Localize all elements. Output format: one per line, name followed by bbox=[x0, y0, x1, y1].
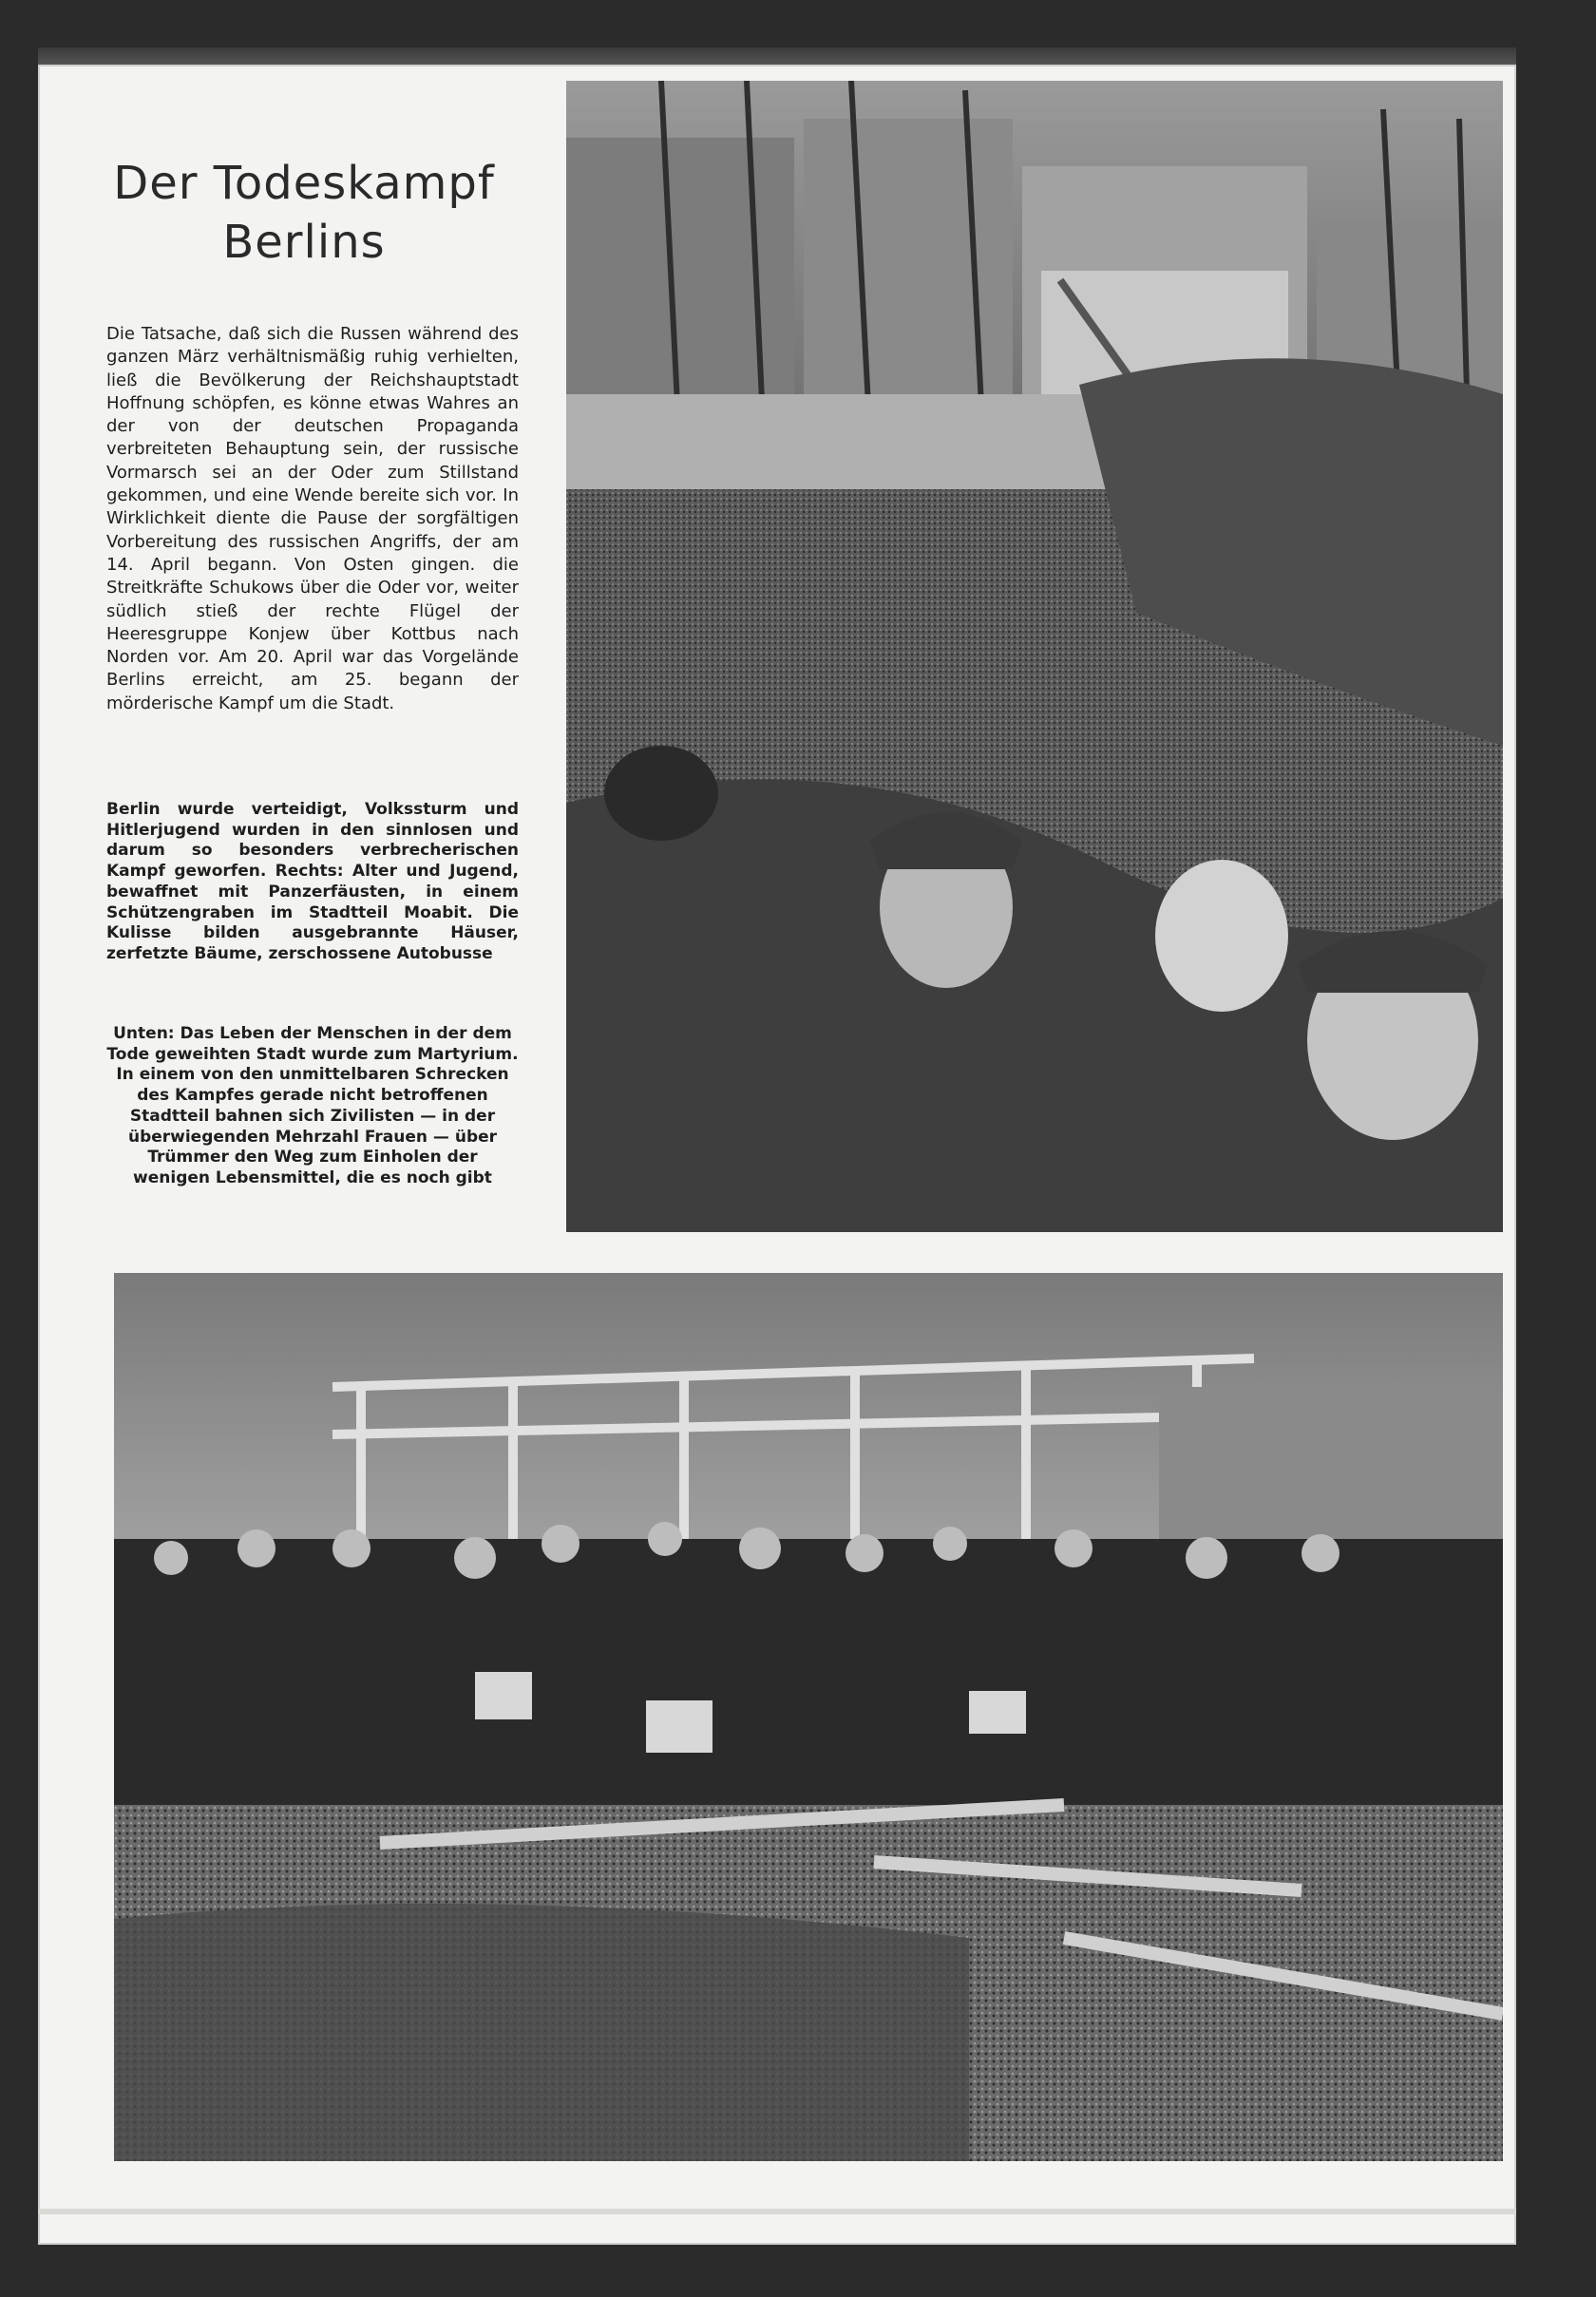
street-photo bbox=[114, 1273, 1503, 2161]
caption-street-photo: Unten: Das Leben der Menschen in der dem Tode geweihten Stadt wurde zum Martyrium. In einem von den unmittelbaren Schrecken des Kampfes gerade nicht betroffenen Stadtteil bahnen sich Zivilisten — in der überwiegenden Mehrzahl Frauen — über Trümmer den Weg zum Einholen der wenigen Lebensmittel, die es noch gibt bbox=[106, 1024, 519, 1187]
title-line-1: Der Todeskampf bbox=[113, 157, 495, 211]
sheet-bottom-edge bbox=[38, 2209, 1516, 2214]
title-line-2: Berlins bbox=[222, 216, 386, 270]
caption-trench-photo: Berlin wurde verteidigt, Volkssturm und Hitlerjugend wurden in den sinnlosen und darum so besonders verbrecherischen Kampf geworfen. Rechts: Alter und Jugend, bewaffnet mit Panzerfäusten, in einem Schützengraben im Stadtteil Moabit. Die Kulisse bilden ausgebrannte Häuser, zerfetzte Bäume, zerschossene Autobusse bbox=[106, 800, 519, 963]
article-body: Die Tatsache, daß sich die Russen während des ganzen März verhältnismäßig ruhig verhielten, ließ die Bevölkerung der Reichshauptstadt Hoffnung schöpfen, es könne etwas Wahres an der von der deutschen Propaganda verbreiteten Behauptung sein, der russische Vormarsch sei an der Oder zum Stillstand gekommen, und eine Wende bereite sich vor. In Wirklichkeit diente die Pause der sorgfältigen Vorbereitung des russischen Angriffs, der am 14. April begann. Von Osten gingen. die Streitkräfte Schukows über die Oder vor, weiter südlich stieß der rechte Flügel der Heeresgruppe Konjew über Kottbus nach Norden vor. Am 20. April war das Vorgelände Berlins erreicht, am 25. begann der mörderische Kampf um die Stadt. bbox=[106, 324, 519, 713]
trench-photo-image bbox=[566, 81, 1503, 1232]
street-photo-image bbox=[114, 1273, 1503, 2161]
article-title bbox=[57, 154, 551, 272]
trench-photo bbox=[566, 81, 1503, 1232]
